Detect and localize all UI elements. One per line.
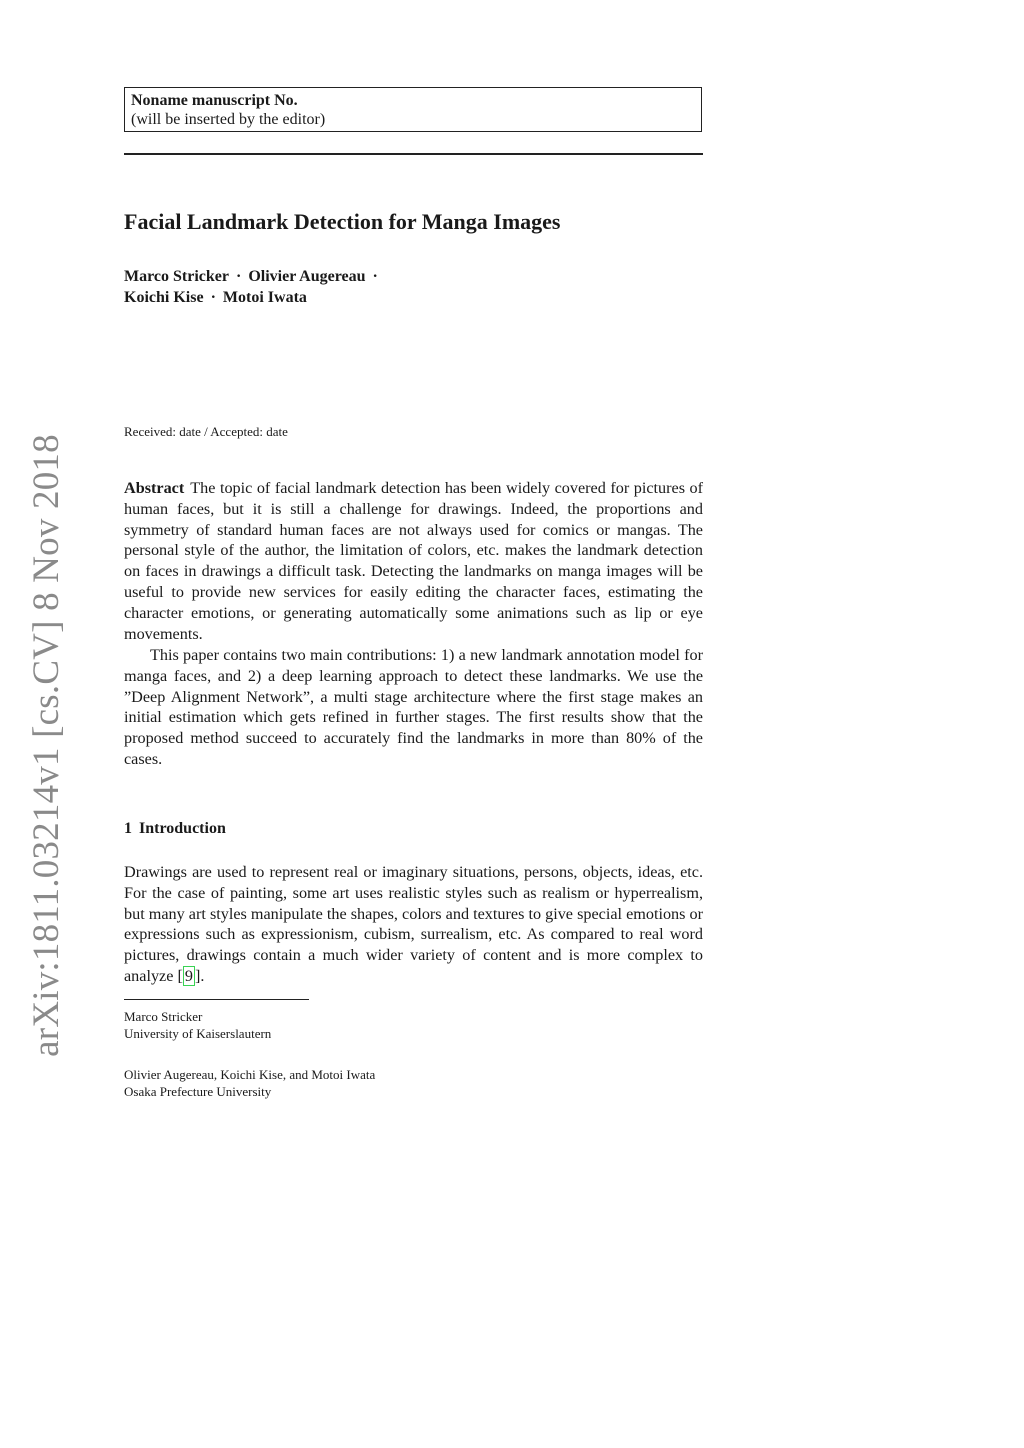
abstract-label: Abstract (124, 479, 185, 497)
affiliation-authors: Olivier Augereau, Koichi Kise, and Motoi Iwata (124, 1067, 376, 1082)
arxiv-identifier: arXiv:1811.03214v1 [cs.CV] 8 Nov 2018 (25, 434, 67, 1057)
editor-note: (will be inserted by the editor) (131, 111, 326, 128)
section-number: 1 (124, 820, 132, 837)
author-separator: · (210, 289, 216, 306)
author-line-1 (124, 266, 385, 287)
received-accepted-dates: Received: date / Accepted: date (124, 424, 288, 439)
affiliation-institution: University of Kaiserslautern (124, 1026, 272, 1041)
abstract-text: The topic of facial landmark detection has been widely covered for pictures of human faces, but it is still a challenge for drawings. Indeed, the proportions and symmetry of standard human faces are not always used for comics or mangas. The personal style of the author, the limitation of colors, etc. makes the landmark detection on faces in drawings a difficult task. Detecting the landmarks on manga images will be useful to provide new services for easily editing the character faces, estimating the character emotions, or generating automatically some animations such as lip or eye movements. (124, 479, 703, 643)
affiliation-1 (124, 1008, 271, 1042)
affiliation-author: Marco Stricker (124, 1009, 203, 1024)
author-separator: · (372, 268, 378, 285)
section-heading (124, 820, 226, 838)
section-title: Introduction (139, 820, 226, 837)
paper-title: Facial Landmark Detection for Manga Images (124, 209, 561, 234)
abstract-paragraph-2: This paper contains two main contributions: 1) a new landmark annotation model for manga faces, and 2) a deep learning approach to detect these landmarks. We use the ”Deep Alignment Network”, a multi stage architecture where the first stage makes an initial estimation which gets refined in further stages. The first results show that the proposed method succeed to accurately find the landmarks in more than 80% of the cases. (124, 646, 703, 768)
author-list (124, 266, 385, 308)
manuscript-number-label: Noname manuscript No. (131, 92, 298, 109)
header-rule (124, 153, 703, 155)
intro-text: Drawings are used to represent real or imaginary situations, persons, objects, ideas, etc. For the case of painting, some art uses realistic styles such as realism or hyperrealism, but many art styles manipulate the shapes, colors and textures to give special emotions or expressions such as expressionism, cubism, surrealism, etc. As compared to real word pictures, drawings contain a much wider variety of content and is more complex to analyze (124, 863, 703, 985)
affiliation-2 (124, 1066, 375, 1100)
author-name: Olivier Augereau (248, 268, 366, 285)
author-name: Motoi Iwata (222, 289, 307, 306)
arxiv-stamp (6, 434, 86, 1057)
author-name: Koichi Kise (124, 289, 204, 306)
intro-paragraph: Drawings are used to represent real or imaginary situations, persons, objects, ideas, etc. For the case of painting, some art uses realistic styles such as realism or hyperrealism, but many art styles manipulate the shapes, colors and textures to give special emotions or expressions such as expressionism, cubism, surrealism, etc. As compared to real word pictures, drawings contain a much wider variety of content and is more complex to analyze [ 9 ]. (124, 863, 703, 985)
citation-link[interactable]: 9 (184, 966, 193, 985)
author-separator: · (236, 268, 242, 285)
manuscript-box (124, 87, 702, 132)
footnote-rule (124, 999, 309, 1000)
abstract-paragraph-1 (124, 478, 703, 644)
affiliation-institution: Osaka Prefecture University (124, 1084, 272, 1099)
author-name: Marco Stricker (124, 268, 229, 285)
author-line-2 (124, 287, 385, 308)
intro-text-end: . (200, 966, 205, 985)
